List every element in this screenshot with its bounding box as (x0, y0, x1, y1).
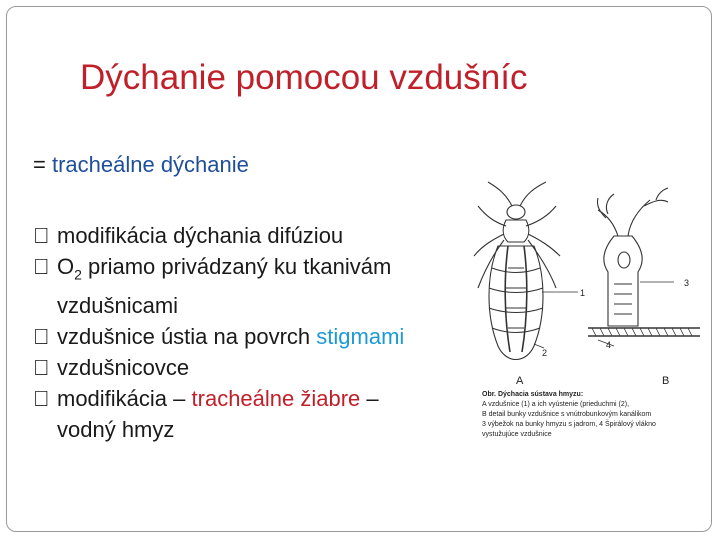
bullet-text: O (57, 254, 75, 279)
bullet-continuation: vodný hmyz (57, 417, 175, 443)
bullet-text: modifikácia – (57, 386, 192, 412)
bullet-marker-icon:   (33, 254, 50, 279)
figure-caption-line: 3 výbežok na bunky hmyzu s jadrom, 4 Špirálový vlákno (482, 421, 656, 428)
bullet-text: vzdušnicovce (57, 355, 190, 381)
bullet-list (33, 220, 473, 445)
bullet-item (33, 321, 473, 352)
figure-number-3: 3 (684, 278, 690, 288)
figure-drawing (468, 176, 708, 456)
bullet-text: modifikácia dýchania difúziou (57, 223, 344, 248)
subtitle-text: tracheálne dýchanie (51, 152, 249, 177)
insect-tracheae-figure (468, 176, 708, 456)
bullet-item (33, 383, 473, 445)
bullet-text: priamo privádzaný ku tkanivám (81, 254, 392, 279)
bullet-highlight: stigmami (316, 324, 405, 350)
figure-caption-line: B detail bunky vzdušnice s vnútrobunkovým kanálikom (482, 411, 652, 418)
bullet-item (33, 352, 473, 383)
slide-subtitle (33, 152, 249, 178)
slide-title: Dýchanie pomocou vzdušníc (80, 58, 528, 97)
figure-caption-line: A vzdušnice (1) a ich vyústenie (prieduchmi (2), (482, 401, 630, 408)
bullet-marker-icon:   (33, 386, 50, 412)
bullet-highlight: tracheálne žiabre (191, 386, 361, 412)
figure-caption-line: Obr. Dýchacia sústava hmyzu: (482, 391, 584, 398)
bullet-marker-icon:   (33, 324, 50, 350)
figure-caption-line: vystužujúce vzdušnice (482, 431, 552, 438)
figure-number-4: 4 (606, 340, 612, 350)
bullet-marker-icon:   (33, 223, 50, 248)
figure-number-1: 1 (580, 288, 586, 298)
bullet-item (33, 220, 473, 251)
subtitle-prefix: = (33, 152, 52, 177)
bullet-item (33, 251, 473, 321)
trachea-cell-drawing (588, 188, 700, 346)
bullet-subscript: 2 (74, 266, 82, 283)
insect-drawing (474, 182, 578, 360)
bullet-marker-icon:   (33, 355, 50, 381)
bullet-text: vzdušnice ústia na povrch (57, 324, 317, 350)
figure-label-b: B (662, 375, 670, 387)
bullet-continuation: vzdušnicami (57, 293, 179, 319)
figure-number-2: 2 (542, 348, 548, 358)
figure-label-a: A (516, 375, 524, 387)
bullet-text: – (360, 386, 379, 412)
